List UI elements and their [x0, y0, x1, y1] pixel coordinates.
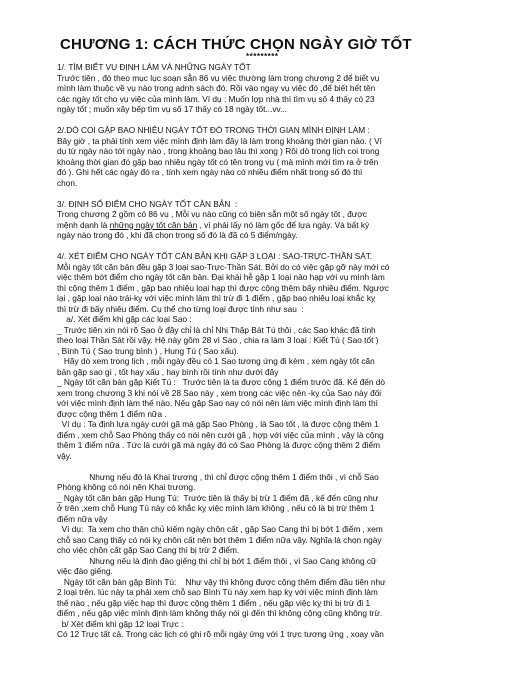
chapter-title: CHƯƠNG 1: CÁCH THỨC CHỌN NGÀY GIỜ TỐT [60, 36, 412, 53]
text-line: theo loại Thần Sát rồi vậy. Hệ này gồm 28 vì Sao , chia ra làm 3 loại : Kiết Tú ( Sao tốt ) [57, 335, 379, 345]
text-line: bản gặp sao gì , tốt hay xấu , hay bình rồi tính như dưới đây [57, 366, 279, 377]
text-line: Phòng không có nói nên Khai trương. [57, 482, 196, 492]
text-line: với việc mình định làm thế nào. Nếu gặp Sao nay có nói nên làm việc mình định làm thì [57, 398, 378, 408]
text-line: thì trừ đi bấy nhiêu điểm. Cụ thể cho từng loại được tính như sau : [57, 303, 304, 314]
text-line: Nhưng nếu đó là Khai trương , thì chỉ được cộng thêm 1 điểm thôi , vì chỗ Sao [57, 471, 379, 482]
text-line: Trong chương 2 gồm có 86 vụ , Mỗi vụ nào cũng có biên sẵn một số ngày tốt , được [57, 209, 367, 219]
text-line: 4/. XÉT ĐIỂM CHO NGÀY TỐT CĂN BẢN KHI GẶP 3 LOẠI : SAO-TRỰC-THẦN SÁT. [57, 251, 373, 261]
text-line: _ Ngày tốt căn bản gặp Hung Tú: Trước tiên là thấy bị trừ 1 điểm đã , kế đến cũng như [57, 492, 379, 503]
text-line: Có 12 Trực tất cả. Trong các lịch có ghi rõ mỗi ngày ứng với 1 trực tương ứng , xoay vần [57, 629, 384, 639]
text-line: xem trong chương 3 khi nói về 28 Sao này , xem trong các việc nên -kỵ của Sao này đối [57, 387, 382, 398]
paragraph-gap [57, 188, 489, 199]
title-stars-divider: ********* [246, 52, 279, 61]
text-line: 2 loại trên. lúc này ta phải xem chỗ sao Bình Tú này xem hạp kỵ với việc mình định làm [57, 587, 378, 597]
text-line: ngày nào trong đó , khi đã chọn trong số đó là đã có 5 điểm/ngày. [57, 230, 298, 240]
text-line: , Bình Tú ( Sao trung bình ) , Hung Tú ( Sao xấu). [57, 345, 239, 356]
text-line: Bây giờ , ta phải tính xem việc mình định làm đây là làm trong khoảng thời gian nào. ( Ví [57, 135, 382, 146]
text-line: b/ Xét điểm khi gặp 12 loại Trực : [57, 618, 184, 629]
text-line: chọn. [57, 177, 78, 188]
text-segment: , vì phải lấy nó làm gốc để lựa ngày. Và bất kỳ [197, 219, 370, 230]
text-line: ngày tốt ; muốn xây bếp tìm vụ số 17 thấy có 18 ngày tốt...vv... [57, 104, 287, 114]
text-line: được cộng thêm 1 điểm nữa . [57, 408, 167, 419]
text-line: thêm 1 điểm nữa . Tức là cưới gã mà ngày đó có Sao Phòng là được cộng thêm 2 điểm [57, 440, 381, 450]
text-line: lại , gặp loại nào trái-kỵ với việc mình làm thì trừ đi 1 điểm , gặp bao nhiêu loại khắc kỵ [57, 293, 376, 303]
text-line: khoảng thời gian đó gặp bao nhiêu ngày tốt có tên trong vụ ( mà mình mới tìm ra ở trên [57, 156, 379, 167]
text-line: việc đào giếng. [57, 566, 113, 576]
text-line: vậy. [57, 450, 72, 461]
text-line: Trước tiên , đò theo mục lục soạn sẵn 86 vụ việc thường làm trong chương 2 để biết vụ [57, 72, 380, 83]
text-line [57, 220, 489, 231]
text-line: các ngày tốt cho vụ việc của mình làm. Ví dụ : Muốn lợp nhà thì tìm vụ số 4 thấy có 23 [57, 93, 375, 104]
text-line: thế nào , nếu gặp việc hạp thì được cộng thêm 1 điểm , nếu gặp việc kỵ thì bị trừ đi 1 [57, 597, 371, 608]
underlined-term: những ngày tốt căn bản [109, 219, 198, 230]
text-line: việc thêm bớt điểm cho ngày tốt căn bản. Đại khái hễ gặp 1 loại nào hạp với vụ mình làm [57, 272, 385, 282]
text-line: cho việc chôn cất gặp Sao Cang thì bị trừ 2 điểm. [57, 545, 240, 555]
text-line: Ví dụ : Ta định lựa ngày cưới gã mà gặp Sao Phòng , là Sao tốt , là được cộng thêm 1 [57, 419, 379, 429]
body-text [57, 62, 489, 640]
text-line: Mỗi ngày tốt căn bản đều gặp 3 loại sao-Trực-Thần Sát. Bởi do có việc gặp gỡ này mới có [57, 261, 390, 272]
text-line: thì cộng thêm 1 điểm , gặp bao nhiêu loại hạp thì được cộng thêm bấy nhiêu điểm. Ngược [57, 282, 389, 293]
text-line: Ví dụ: Ta xem cho thân chủ kiếm ngày chôn cất , gặp Sao Cang thì bị bớt 1 điểm , xem [57, 524, 383, 534]
text-segment: mệnh danh là [57, 219, 110, 230]
text-line: mình làm thuộc về vụ nào trong adnh sách đó. Rồi vào ngay vụ việc đó ,để biết hết tên [57, 83, 376, 93]
text-line: a/. Xét điểm khi gặp các loại Sao : [57, 314, 192, 324]
text-line: 3/. ĐỊNH SỐ ĐIỂM CHO NGÀY TỐT CĂN BẢN : [57, 198, 238, 209]
text-line: 2/.DÒ COI GẶP BAO NHIÊU NGÀY TỐT ĐÓ TRONG THỜI GIAN MÌNH ĐỊNH LÀM : [57, 125, 370, 135]
text-line: điểm , xem chỗ Sao Phòng thấy có nói nên cưới gã , hợp với việc của mình , vậy là cộng [57, 429, 384, 440]
text-line: _ Trước tiên xin nói rõ Sao ở đây chỉ là chỉ Nhị Thập Bát Tú thôi , các Sao khác đã tính [57, 324, 376, 335]
text-line: ở trên ,xem chỗ Hung Tú này có khắc kỵ việc mình làm không , nếu có là bị trừ thêm 1 [57, 503, 375, 513]
text-line: điểm , nếu gặp việc mình định làm không thấy nói gì đến thì không cộng cũng không trừ. [57, 608, 383, 618]
text-line: _ Ngày tốt căn bản gặp Kiết Tú : Trước tiên là ta được cộng 1 điểm trước đã. Kế đến dò [57, 377, 386, 387]
text-line: 1/. TÌM BIẾT VỤ ĐỊNH LÀM VÀ NHỮNG NGÀY TỐT [57, 62, 251, 72]
text-line: điểm nữa vậy [57, 513, 108, 524]
text-line: đó ). Ghi hết các ngày đó ra , tính xem ngày nào có nhiều điểm nhất trong số đó thì [57, 167, 363, 177]
paragraph-gap [57, 115, 489, 126]
text-line: chỗ sao Cang thấy có nói kỵ chôn cất nên bớt thêm 1 điểm nữa vậy. Nghĩa là chọn ngày [57, 534, 382, 545]
text-line: Hãy dò xem trong lịch , mỗi ngày đều có 1 Sao tương ứng đi kèm , xem ngày tốt căn [57, 356, 375, 366]
paragraph-gap [57, 461, 489, 472]
text-line: Nhưng nếu là định đào giếng thì chỉ bị bớt 1 điểm thôi , vì Sao Cang không cữ [57, 555, 377, 566]
text-line: Ngày tốt căn bản gặp Bình Tú: Như vậy thì không được cộng thêm điểm đầu tiên như [57, 576, 386, 587]
paragraph-gap [57, 241, 489, 252]
text-line: dụ từ ngày nào tới ngày nào , trong khoảng bao lâu thì xong ) Rồi dò trong lịch coi trong [57, 146, 380, 156]
